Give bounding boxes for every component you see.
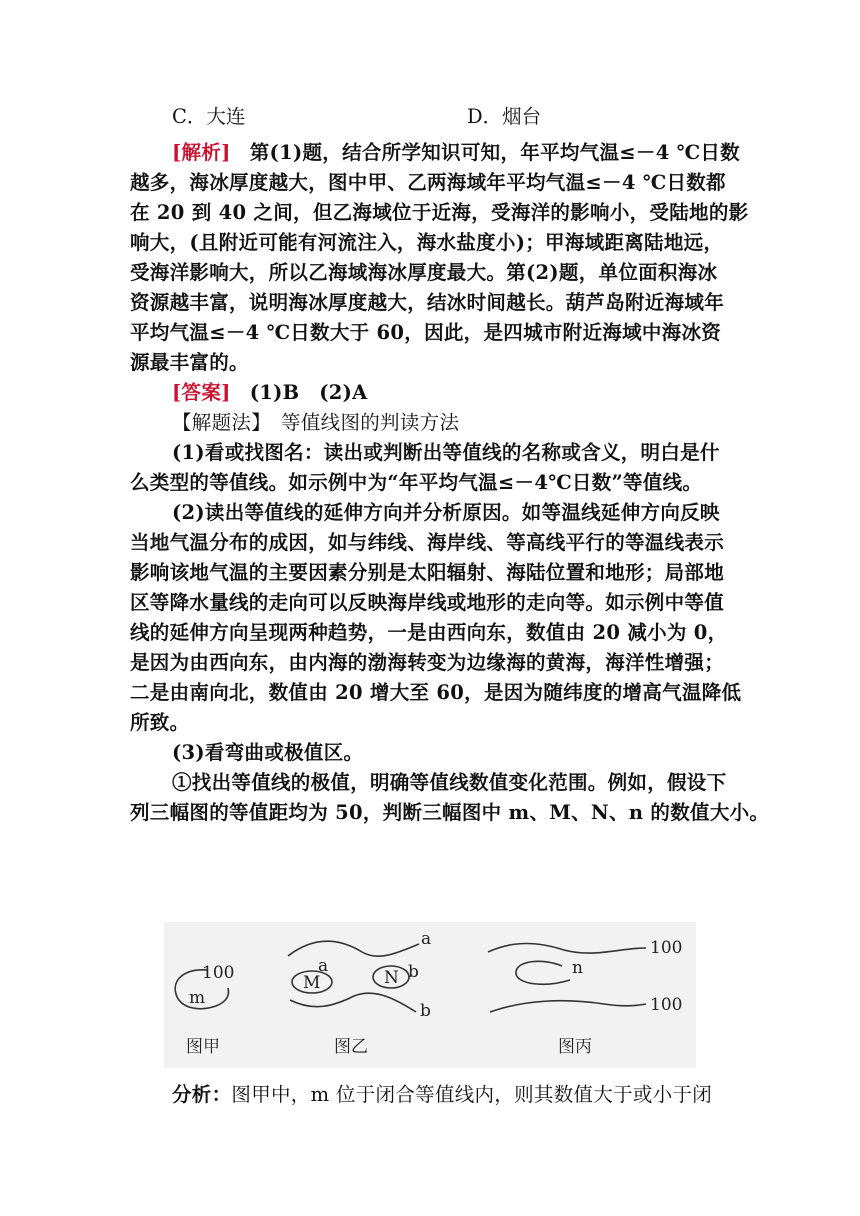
- analysis-line-4: 响大，(且附近可能有河流注入，海水盐度小)；甲海域距离陆地远，: [130, 231, 724, 254]
- method-line-3: (2)读出等值线的延伸方向并分析原因。如等温线延伸方向反映: [172, 501, 720, 524]
- method-line-6: 区等降水量线的走向可以反映海岸线或地形的走向等。如示例中等值: [130, 591, 725, 614]
- isoline-figure: [164, 922, 696, 1068]
- yi-line-b: [290, 993, 416, 1012]
- analysis-line-3: 在 20 到 40 之间，但乙海域位于近海，受海洋的影响小，受陆地的影: [130, 201, 749, 224]
- footer-text: 图甲中，m 位于闭合等值线内，则其数值大于或小于闭: [231, 1083, 713, 1106]
- footer-label: 分析：: [172, 1083, 232, 1106]
- caption-jia: 图甲: [186, 1037, 220, 1057]
- method-line-13: 列三幅图的等值距均为 50，判断三幅图中 m、M、N、n 的数值大小。: [130, 801, 770, 824]
- analysis-line-7: 平均气温≤－4 ℃日数大于 60，因此，是四城市附近海域中海冰资: [130, 321, 722, 344]
- jia-point-label: m: [189, 988, 206, 1008]
- jia-value-label: 100: [202, 963, 235, 983]
- bing-top-label: 100: [650, 938, 683, 958]
- analysis-text-1: 第(1)题，结合所学知识可知，年平均气温≤－4 ℃日数: [249, 141, 740, 164]
- bing-inner-line: [516, 961, 570, 984]
- yi-M-label: M: [303, 973, 321, 993]
- method-title: 【解题法】 等值线图的判读方法: [172, 411, 460, 434]
- yi-a-top-label: a: [421, 929, 432, 949]
- bing-line-top: [488, 944, 646, 954]
- footer-analysis-line: [172, 1083, 772, 1107]
- method-line-4: 当地气温分布的成因，如与纬线、海岸线、等高线平行的等温线表示: [130, 531, 725, 554]
- method-line-8: 是因为由西向东，由内海的渤海转变为边缘海的黄海，海洋性增强；: [130, 651, 725, 674]
- bing-point-label: n: [572, 958, 583, 978]
- yi-b-inner-label: b: [408, 962, 419, 982]
- answer-text: (1)B (2)A: [249, 381, 368, 404]
- method-line-7: 线的延伸方向呈现两种趋势，一是由西向东，数值由 20 减小为 0，: [130, 621, 728, 644]
- method-line-5: 影响该地气温的主要因素分别是太阳辐射、海陆位置和地形；局部地: [130, 561, 725, 584]
- method-line-2: 么类型的等值线。如示例中为“年平均气温≤－4℃日数”等值线。: [130, 471, 703, 494]
- yi-a-inner-label: a: [318, 956, 329, 976]
- yi-line-a: [288, 941, 419, 956]
- analysis-tag: [解析]: [172, 141, 231, 164]
- option-d: D．烟台: [467, 105, 542, 128]
- bing-line-bottom: [490, 1001, 646, 1012]
- caption-bing: 图丙: [558, 1037, 592, 1057]
- bing-bottom-label: 100: [650, 995, 683, 1015]
- method-line-1: (1)看或找图名：读出或判断出等值线的名称或含义，明白是什: [172, 441, 720, 464]
- method-line-9: 二是由南向北，数值由 20 增大至 60，是因为随纬度的增高气温降低: [130, 681, 742, 704]
- analysis-line-6: 资源越丰富，说明海冰厚度越大，结冰时间越长。葫芦岛附近海域年: [130, 291, 725, 314]
- answer-line: [172, 381, 772, 405]
- yi-b-bottom-label: b: [420, 1001, 431, 1021]
- option-c: C．大连: [172, 105, 246, 128]
- yi-N-label: N: [384, 968, 399, 988]
- method-line-10: 所致。: [130, 711, 190, 734]
- caption-yi: 图乙: [334, 1037, 368, 1057]
- analysis-line-8: 源最丰富的。: [130, 351, 249, 374]
- isoline-figure-svg: [164, 922, 696, 1068]
- method-line-12: ①找出等值线的极值，明确等值线数值变化范围。例如，假设下: [172, 771, 727, 794]
- analysis-line-5: 受海洋影响大，所以乙海域海冰厚度最大。第(2)题，单位面积海冰: [130, 261, 718, 284]
- method-line-11: (3)看弯曲或极值区。: [172, 741, 364, 764]
- analysis-line-2: 越多，海冰厚度越大，图中甲、乙两海域年平均气温≤－4 ℃日数都: [130, 171, 726, 194]
- analysis-line-1: [172, 141, 772, 165]
- answer-tag: [答案]: [172, 381, 231, 404]
